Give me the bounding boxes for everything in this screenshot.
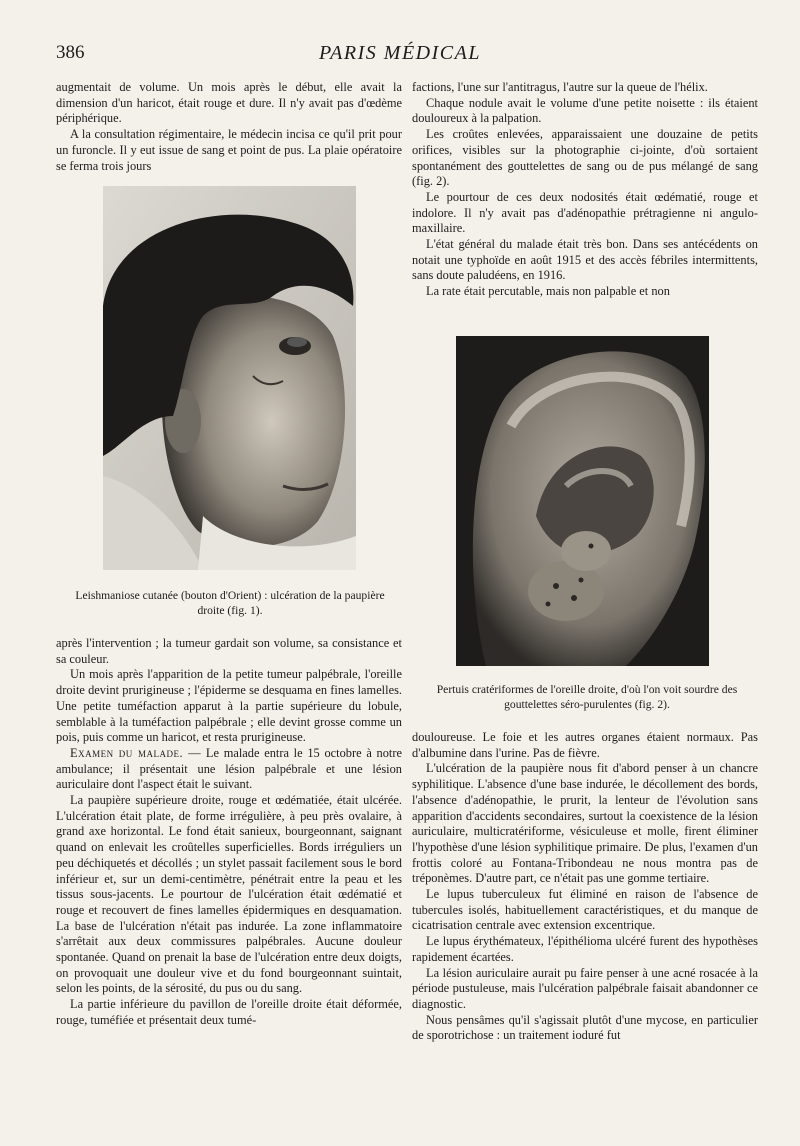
paragraph: L'état général du malade était très bon. Dans ses antécédents on notait une typhoïde en août 1915 et des accès fébriles intermittents, sans doute paludéens, en 1916. xyxy=(412,237,758,283)
running-title: PARIS MÉDICAL xyxy=(319,42,481,64)
paragraph: La partie inférieure du pavillon de l'oreille droite était déformée, rouge, tuméfiée et présentait deux tumé- xyxy=(56,997,402,1027)
paragraph: Nous pensâmes qu'il s'agissait plutôt d'une mycose, en particulier de sporotrichose : un traitement ioduré fut xyxy=(412,1012,758,1043)
figure-1-caption: Leishmaniose cutanée (bouton d'Orient) : ulcération de la paupière droite (fig. 1). xyxy=(75,589,385,617)
right-column-bottom xyxy=(412,730,758,1044)
paragraph: Le pourtour de ces deux nodosités était œdématié, rouge et indolore. Il n'y avait pas d'adénopathie prétragienne ni angulo-maxillaire. xyxy=(412,189,758,236)
paragraph: factions, l'une sur l'antitragus, l'autre sur la queue de l'hélix. xyxy=(412,80,708,94)
portrait-illustration xyxy=(103,186,356,570)
figure-1-photo xyxy=(103,186,356,570)
ear-illustration xyxy=(456,336,709,666)
paragraph: après l'intervention ; la tumeur gardait son volume, sa consistance et sa couleur. xyxy=(56,636,402,666)
paragraph: La paupière supérieure droite, rouge et œdématiée, était ulcérée. L'ulcération était plate, de forme irrégulière, à peu près ovalaire, à grand axe horizontal. Le fond était sanieux, bourgeonnant, saignant quand on enlevait les croûtelles superficielles. Bords irréguliers un peu déchiquetés et décollés ; un stylet passait facilement sous le bord inférieur et, sur un demi-centimètre, pénétrait entre la peau et les tissus sous-jacents. Le pourtour de l'ulcération était œdématié et rouge et recouvert de fines lamelles épidermiques en desquamation. La base de l'ulcération n'était pas indurée. La zone inflammatoire s'arrêtait aux deux commissures palpébrales. Aucune douleur spontanée. Quand on prenait la base de l'ulcération entre deux doigts, on provoquait une douleur vive et du fond bourgeonnant suintait, selon les points, de la sérosité, du pus ou du sang. xyxy=(56,793,402,996)
paragraph-text: Le malade entra le 15 octobre à notre ambulance; il présentait une lésion palpébrale et une lésion auriculaire dont l'aspect était le suivant. xyxy=(56,745,402,792)
figure-2-caption: Pertuis cratériformes de l'oreille droite, d'où l'on voit sourdre des gouttelettes séro-purulentes (fig. 2). xyxy=(436,683,738,711)
paragraph: La lésion auriculaire aurait pu faire penser à une acné rosacée à la période pustuleuse, mais l'ulcération palpébrale faisait abandonner ce diagnostic. xyxy=(412,965,758,1011)
figure-2-photo xyxy=(456,336,709,666)
paragraph: Chaque nodule avait le volume d'une petite noisette : ils étaient douloureux à la palpation. xyxy=(412,95,758,126)
paragraph: A la consultation régimentaire, le médecin incisa ce qu'il prit pour un furoncle. Il y eut issue de sang et point de pus. La plaie opératoire se ferma trois jours xyxy=(56,127,402,173)
paragraph: Un mois après l'apparition de la petite tumeur palpébrale, l'oreille droite devint prurigineuse ; l'épiderme se desquama en fines lamelles. Une petite tuméfaction apparut à la partie supérieure du lobule, semblable à la tuméfaction palpébrale ; elle devint grosse comme un pois, puis comme un haricot, et resta prurigineuse. xyxy=(56,667,402,745)
paragraph: La rate était percutable, mais non palpable et non xyxy=(426,284,670,299)
right-column-top xyxy=(412,80,758,300)
paragraph: douloureuse. Le foie et les autres organes étaient normaux. Pas d'albumine dans l'urine. Pas de fièvre. xyxy=(412,730,758,760)
paragraph: L'ulcération de la paupière nous fit d'abord penser à un chancre syphilitique. L'absence d'une base indurée, le décollement des bords, l'absence d'adénopathie, le prurit, la lenteur de l'évolution sans apparition d'accidents secondaires, surtout la coexistence de la lésion auriculaire, multicratériforme, vésiculeuse et molle, firent éliminer l'hypothèse d'une lésion syphilitique primaire. De plus, l'examen d'un frottis coloré au Fontana-Tribondeau ne nous montra pas de tréponèmes. D'autre part, ce n'était pas une gomme tertiaire. xyxy=(412,761,758,886)
paragraph: Les croûtes enlevées, apparaissaient une douzaine de petits orifices, visibles sur la photographie ci-jointe, d'où sortaient spontanément des gouttelettes de sang ou de pus mélangé de sang (fig. 2). xyxy=(412,127,758,189)
section-heading: Examen du malade. — xyxy=(70,745,202,760)
left-column-top xyxy=(56,80,402,174)
paragraph: augmentait de volume. Un mois après le début, elle avait la dimension d'un haricot, était rouge et dure. Il n'y avait pas d'œdème périphérique. xyxy=(56,80,402,126)
paragraph: Le lupus érythémateux, l'épithélioma ulcéré furent des hypothèses rapidement écartées. xyxy=(412,934,758,964)
paragraph xyxy=(56,746,402,793)
paragraph: Le lupus tuberculeux fut éliminé en raison de l'absence de tubercules isolés, habituellement caractéristiques, et du manque de cicatrisation centrale avec extension excentrique. xyxy=(412,887,758,933)
left-column-bottom xyxy=(56,636,402,1029)
page-number: 386 xyxy=(56,42,85,63)
